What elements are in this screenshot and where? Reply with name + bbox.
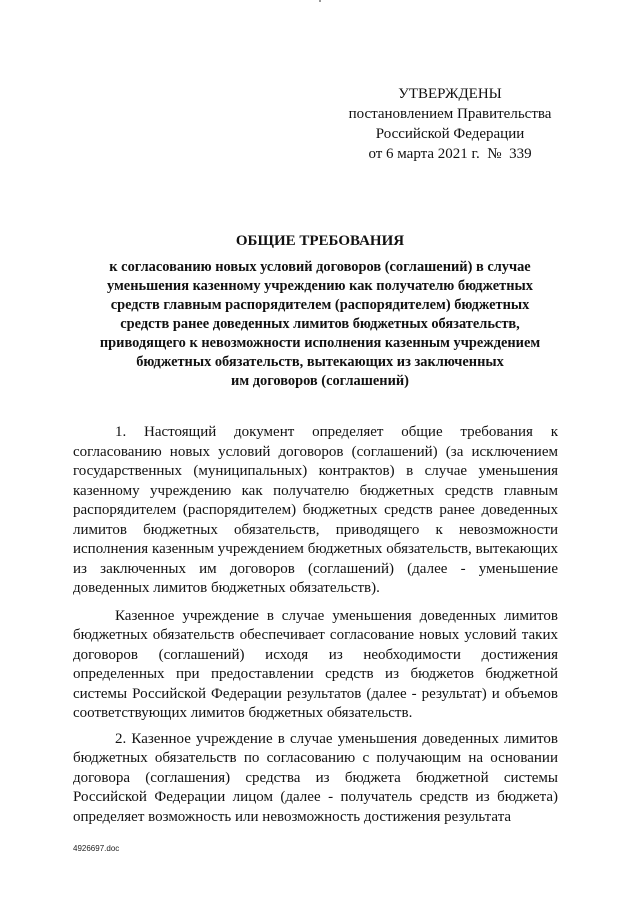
approval-line-1: УТВЕРЖДЕНЫ [398, 86, 502, 102]
approval-line-2: постановлением Правительства [348, 106, 552, 122]
document-title: ОБЩИЕ ТРЕБОВАНИЯ [235, 233, 405, 249]
paragraph-2 [73, 607, 558, 724]
subtitle-line: им договоров (соглашений) [231, 373, 409, 389]
paragraph-1 [73, 423, 558, 599]
subtitle-line: средств главным распорядителем (распорядителем) бюджетных [110, 297, 530, 313]
approval-line-4: от 6 марта 2021 г. № 339 [368, 146, 532, 162]
approval-stamp [344, 84, 556, 164]
approval-line-3: Российской Федерации [375, 126, 525, 142]
subtitle-line: бюджетных обязательств, вытекающих из заключенных [136, 354, 504, 370]
document-body [73, 423, 558, 827]
document-subtitle [66, 258, 574, 391]
subtitle-line: средств ранее доведенных лимитов бюджетных обязательств, [120, 316, 520, 332]
paragraph-3 [73, 730, 558, 828]
subtitle-line: к согласованию новых условий договоров (соглашений) в случае [109, 259, 531, 275]
paragraph-1-text: 1. Настоящий документ определяет общие требования к согласованию новых условий договоров (соглашений) (за исключением государственных (муниципальных) контрактов) в случае уменьшения казенному учреждению как получателю бюджетных средств главным распорядителем (распорядителем) бюджетных средств ранее доведенных лимитов бюджетных обязательств, приводящего к невозможности исполнения казенным учреждением бюджетных обязательств, вытекающих из заключенных им договоров (соглашений) (далее - уменьшение доведенных лимитов бюджетных обязательств). [73, 424, 558, 596]
file-name-footer: 4926697.doc [73, 844, 120, 853]
paragraph-3-text: 2. Казенное учреждение в случае уменьшения доведенных лимитов бюджетных обязательств по согласованию с получающим на основании договора (соглашения) средства из бюджета бюджетной системы Российской Федерации лицом (далее - получатель средств из бюджета) определяет возможность или невозможность достижения результата [73, 730, 558, 825]
subtitle-line: приводящего к невозможности исполнения казенным учреждением [99, 335, 541, 351]
subtitle-line: уменьшения казенному учреждению как получателю бюджетных [107, 278, 533, 294]
paragraph-2-text: Казенное учреждение в случае уменьшения доведенных лимитов бюджетных обязательств обеспечивает согласование новых условий таких договоров (соглашений) исходя из необходимости достижения определенных при предоставлении средств из бюджетов бюджетной системы Российской Федерации результатов (далее - результат) и объемов соответствующих лимитов бюджетных обязательств. [73, 607, 558, 721]
page-top-mark [319, 0, 321, 2]
